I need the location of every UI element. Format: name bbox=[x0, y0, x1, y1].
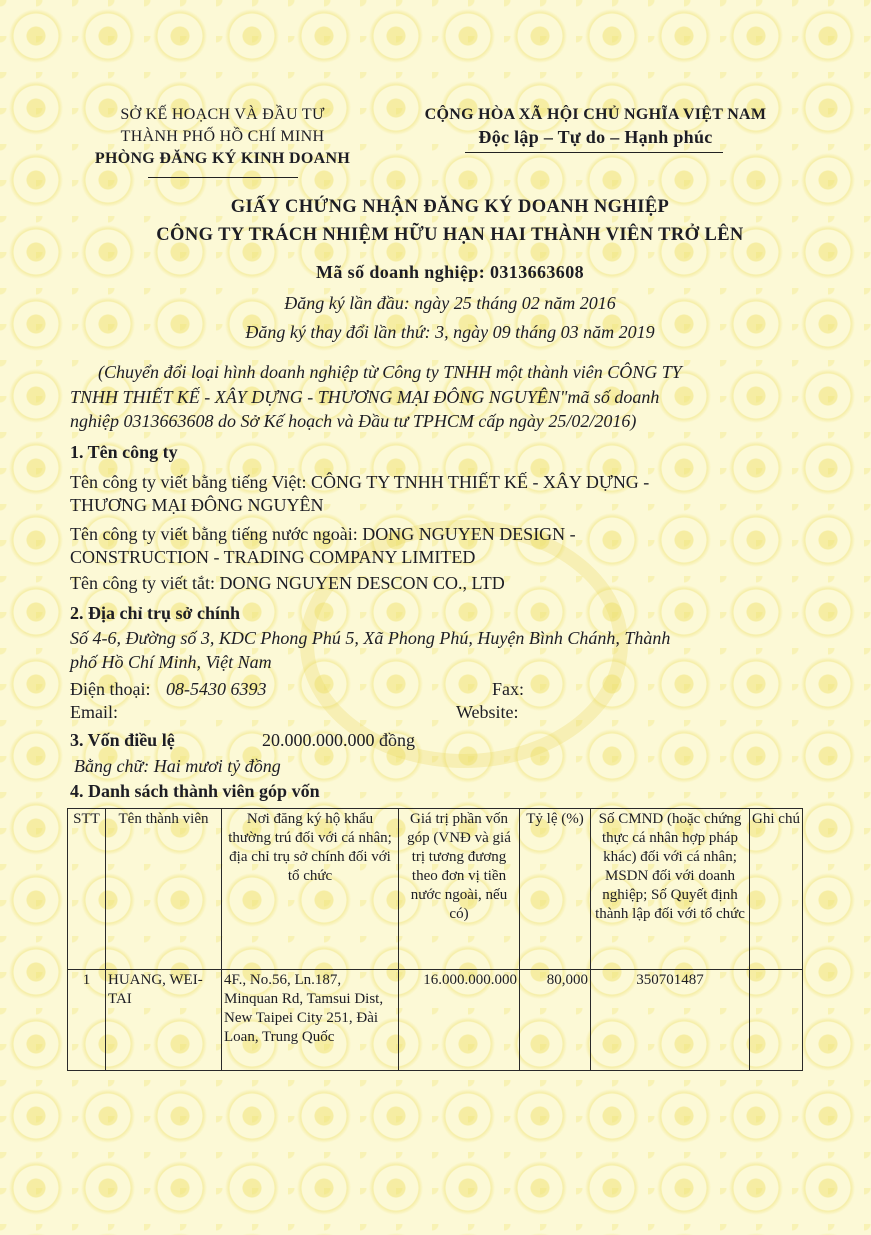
fax-label: Fax: bbox=[492, 679, 525, 699]
cell-address: 4F., No.56, Ln.187, Minquan Rd, Tamsui Dist, New Taipei City 251, Đài Loan, Trung Quốc bbox=[222, 970, 399, 1071]
foreign-name-line-2: CONSTRUCTION - TRADING COMPANY LIMITED bbox=[70, 547, 476, 567]
company-type-title: CÔNG TY TRÁCH NHIỆM HỮU HẠN HAI THÀNH VIÊN TRỞ LÊN bbox=[156, 225, 744, 245]
conversion-note-line-1: (Chuyển đổi loại hình doanh nghiệp từ Công ty TNHH một thành viên CÔNG TY bbox=[98, 362, 682, 382]
column-header-id-number: Số CMND (hoặc chứng thực cá nhân hợp pháp khác) đối với cá nhân; MSDN đối với doanh nghiệp; Số Quyết định thành lập đối với tổ chức bbox=[591, 809, 750, 970]
first-registration-date: Đăng ký lần đầu: ngày 25 tháng 02 năm 2016 bbox=[284, 293, 616, 313]
column-header-note: Ghi chú bbox=[750, 809, 803, 970]
column-header-address: Nơi đăng ký hộ khẩu thường trú đối với cá nhân; địa chỉ trụ sở chính đối với tổ chức bbox=[222, 809, 399, 970]
issuer-header bbox=[70, 104, 375, 170]
members-table bbox=[67, 808, 803, 1071]
vietnamese-name-line-1: Tên công ty viết bằng tiếng Việt: CÔNG TY TNHH THIẾT KẾ - XÂY DỰNG - bbox=[70, 472, 650, 492]
cell-capital: 16.000.000.000 bbox=[399, 970, 520, 1071]
tax-code: Mã số doanh nghiệp: 0313663608 bbox=[315, 262, 585, 282]
cell-id-number: 350701487 bbox=[591, 970, 750, 1071]
column-header-ratio: Tỷ lệ (%) bbox=[520, 809, 591, 970]
section-1-heading: 1. Tên công ty bbox=[70, 442, 178, 462]
section-4-heading: 4. Danh sách thành viên góp vốn bbox=[70, 781, 320, 801]
column-header-member-name: Tên thành viên bbox=[106, 809, 222, 970]
issuer-line-1: SỞ KẾ HOẠCH VÀ ĐẦU TƯ bbox=[120, 106, 325, 123]
certificate-title: GIẤY CHỨNG NHẬN ĐĂNG KÝ DOANH NGHIỆP bbox=[230, 197, 670, 217]
issuer-line-3: PHÒNG ĐĂNG KÝ KINH DOANH bbox=[94, 150, 351, 167]
national-title: CỘNG HÒA XÃ HỘI CHỦ NGHĨA VIỆT NAM bbox=[424, 106, 767, 123]
national-motto: Độc lập – Tự do – Hạnh phúc bbox=[478, 127, 713, 147]
table-header-row bbox=[68, 809, 803, 970]
phone-value: 08-5430 6393 bbox=[166, 679, 267, 699]
email-label: Email: bbox=[70, 702, 118, 722]
website-label: Website: bbox=[456, 702, 519, 722]
table-row bbox=[68, 970, 803, 1071]
charter-capital-in-words: Bằng chữ: Hai mươi tỷ đồng bbox=[74, 756, 281, 776]
cell-stt: 1 bbox=[68, 970, 106, 1071]
national-header bbox=[398, 104, 793, 148]
motto-underline bbox=[465, 152, 723, 153]
column-header-stt: STT bbox=[68, 809, 106, 970]
foreign-name-line-1: Tên công ty viết bằng tiếng nước ngoài: DONG NGUYEN DESIGN - bbox=[70, 524, 576, 544]
issuer-line-2: THÀNH PHỐ HỒ CHÍ MINH bbox=[120, 128, 325, 145]
charter-capital-amount: 20.000.000.000 đồng bbox=[262, 730, 415, 750]
conversion-note-line-2: TNHH THIẾT KẾ - XÂY DỰNG - THƯƠNG MẠI ĐÔNG NGUYÊN"mã số doanh bbox=[70, 387, 660, 407]
vietnamese-name-line-2: THƯƠNG MẠI ĐÔNG NGUYÊN bbox=[70, 495, 324, 515]
column-header-capital: Giá trị phần vốn góp (VNĐ và giá trị tương đương theo đơn vị tiền nước ngoài, nếu có) bbox=[399, 809, 520, 970]
conversion-note-line-3: nghiệp 0313663608 do Sở Kế hoạch và Đầu tư TPHCM cấp ngày 25/02/2016) bbox=[70, 411, 637, 431]
short-name: Tên công ty viết tắt: DONG NGUYEN DESCON CO., LTD bbox=[70, 573, 505, 593]
section-3-heading: 3. Vốn điều lệ bbox=[70, 730, 175, 750]
cell-note bbox=[750, 970, 803, 1071]
address-line-1: Số 4-6, Đường số 3, KDC Phong Phú 5, Xã Phong Phú, Huyện Bình Chánh, Thành bbox=[70, 628, 671, 648]
section-2-heading: 2. Địa chỉ trụ sở chính bbox=[70, 603, 240, 623]
cell-member-name: HUANG, WEI-TAI bbox=[106, 970, 222, 1071]
cell-ratio: 80,000 bbox=[520, 970, 591, 1071]
amendment-date: Đăng ký thay đổi lần thứ: 3, ngày 09 tháng 03 năm 2019 bbox=[245, 322, 655, 342]
issuer-underline bbox=[148, 177, 298, 178]
address-line-2: phố Hồ Chí Minh, Việt Nam bbox=[70, 652, 272, 672]
phone-label: Điện thoại: bbox=[70, 679, 151, 699]
